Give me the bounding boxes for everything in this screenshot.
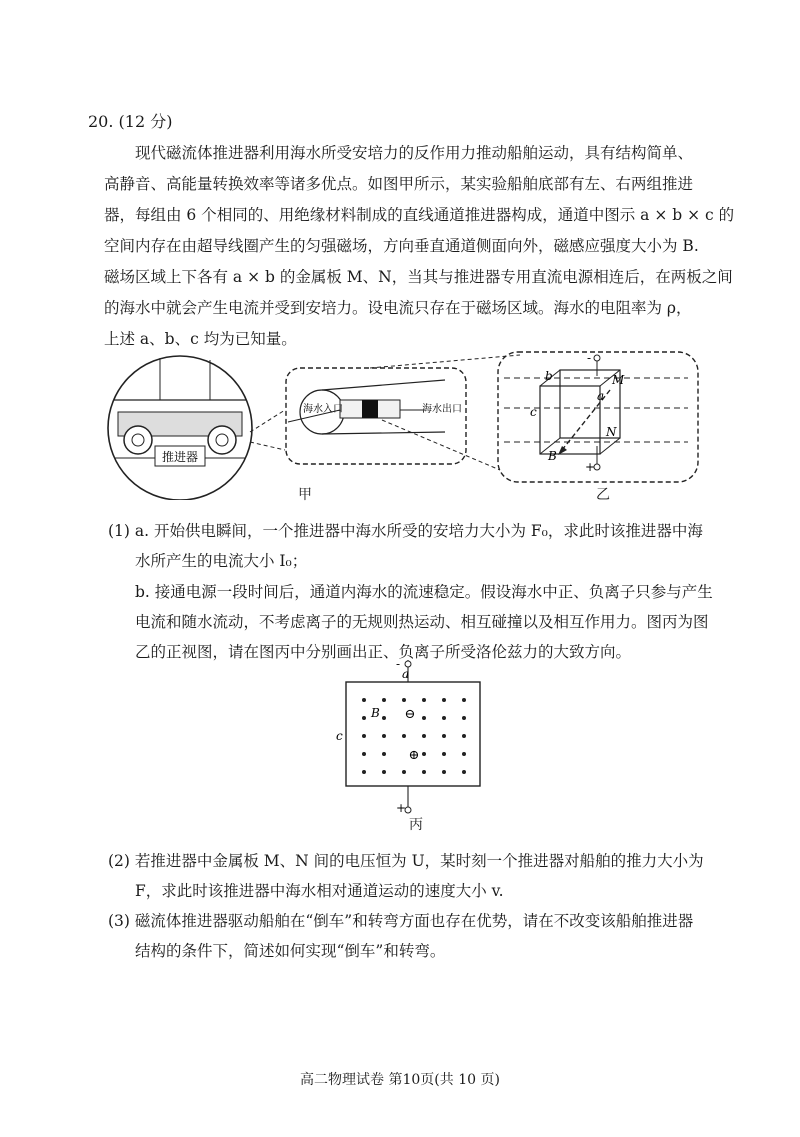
field-dot	[422, 716, 426, 720]
part1b-line-2: 电流和随水流动，不考虑离子的无规则热运动、相互碰撞以及相互作用力。图丙为图	[135, 613, 709, 631]
bing-plus: +	[396, 801, 407, 815]
part1a-line-2: 水所产生的电流大小 I₀；	[135, 552, 308, 570]
field-dot	[422, 734, 426, 738]
caption-yi: 乙	[596, 487, 610, 503]
intro-line-7: 上述 a、b、c 均为已知量。	[104, 330, 297, 348]
intro-line-4: 空间内存在由超导线圈产生的匀强磁场，方向垂直通道侧面向外，磁感应强度大小为 B.	[104, 237, 699, 255]
field-dot	[362, 698, 366, 702]
field-dot	[442, 698, 446, 702]
part2-line-1: (2) 若推进器中金属板 M、N 间的电压恒为 U，某时刻一个推进器对船舶的推力大小为	[108, 852, 704, 870]
field-dot	[462, 716, 466, 720]
part2-line-2: F，求此时该推进器中海水相对通道运动的速度大小 v.	[135, 882, 504, 900]
figure-bing	[330, 660, 500, 820]
label-B: B	[548, 449, 557, 463]
left-propeller-icon	[124, 426, 152, 454]
intro-line-3: 器，每组由 6 个相同的、用绝缘材料制成的直线通道推进器构成，通道中图示 a × b × c 的	[104, 206, 735, 224]
intro-line-1: 现代磁流体推进器利用海水所受安培力的反作用力推动船舶运动，具有结构简单、	[135, 144, 694, 162]
label-b: b	[545, 369, 553, 383]
field-dot	[402, 734, 406, 738]
field-dot	[462, 698, 466, 702]
figure-jia-yi	[100, 350, 720, 500]
part3-line-1: (3) 磁流体推进器驱动船舶在“倒车”和转弯方面也存在优势，请在不改变该船舶推进器	[108, 912, 694, 930]
field-dot	[422, 770, 426, 774]
page-footer: 高二物理试卷 第10页(共 10 页)	[300, 1072, 500, 1088]
label-a: a	[597, 389, 605, 403]
field-dot	[382, 734, 386, 738]
label-M: M	[612, 373, 625, 387]
bing-label-B: B	[371, 706, 380, 720]
bing-label-c: c	[336, 729, 343, 743]
part1b-line-3: 乙的正视图，请在图丙中分别画出正、负离子所受洛伦兹力的大致方向。	[135, 643, 632, 661]
field-dot	[442, 770, 446, 774]
inlet-label: 海水入口	[303, 404, 343, 415]
propeller-label: 推进器	[161, 450, 199, 464]
field-dot	[402, 698, 406, 702]
part1b-line-1: b. 接通电源一段时间后，通道内海水的流速稳定。假设海水中正、负离子只参与产生	[135, 583, 713, 601]
caption-bing: 丙	[409, 817, 423, 833]
field-dot	[442, 734, 446, 738]
field-dot	[462, 770, 466, 774]
bing-box	[346, 682, 480, 786]
right-propeller-icon	[208, 426, 236, 454]
label-N: N	[606, 425, 617, 439]
figure-yi-cuboid	[498, 351, 698, 482]
field-dot	[382, 716, 386, 720]
field-dot	[362, 734, 366, 738]
intro-line-5: 磁场区域上下各有 a × b 的金属板 M、N，当其与推进器专用直流电源相连后，在两板之间	[104, 268, 733, 286]
field-dot	[382, 752, 386, 756]
bing-minus: -	[396, 660, 401, 671]
field-dot	[462, 752, 466, 756]
positive-ion: ⊕	[408, 748, 420, 763]
field-dot	[362, 770, 366, 774]
field-dot	[382, 770, 386, 774]
negative-ion: ⊖	[404, 707, 416, 722]
field-dot	[362, 716, 366, 720]
label-c: c	[530, 405, 537, 419]
caption-jia: 甲	[298, 487, 312, 503]
ship-bottom-view	[108, 356, 252, 500]
bing-label-a: a	[402, 667, 410, 681]
label-plus: +	[585, 460, 596, 474]
field-dot	[362, 752, 366, 756]
intro-line-2: 高静音、高能量转换效率等诸多优点。如图甲所示，某实验船舶底部有左、右两组推进	[104, 175, 694, 193]
field-dot	[382, 698, 386, 702]
field-dot	[462, 734, 466, 738]
part3-line-2: 结构的条件下，简述如何实现“倒车”和转弯。	[135, 942, 446, 960]
label-minus: -	[587, 351, 592, 365]
field-dot	[442, 752, 446, 756]
intro-line-6: 的海水中就会产生电流并受到安培力。设电流只存在于磁场区域。海水的电阻率为 ρ，	[104, 299, 692, 317]
field-dot	[402, 770, 406, 774]
field-dot	[422, 752, 426, 756]
channel-detail	[286, 368, 466, 464]
field-dot	[442, 716, 446, 720]
part1a-line-1: (1) a. 开始供电瞬间，一个推进器中海水所受的安培力大小为 F₀，求此时该推进器中海	[108, 522, 703, 540]
outlet-label: 海水出口	[422, 404, 462, 415]
field-dot	[422, 698, 426, 702]
question-header: 20. (12 分)	[88, 112, 173, 131]
